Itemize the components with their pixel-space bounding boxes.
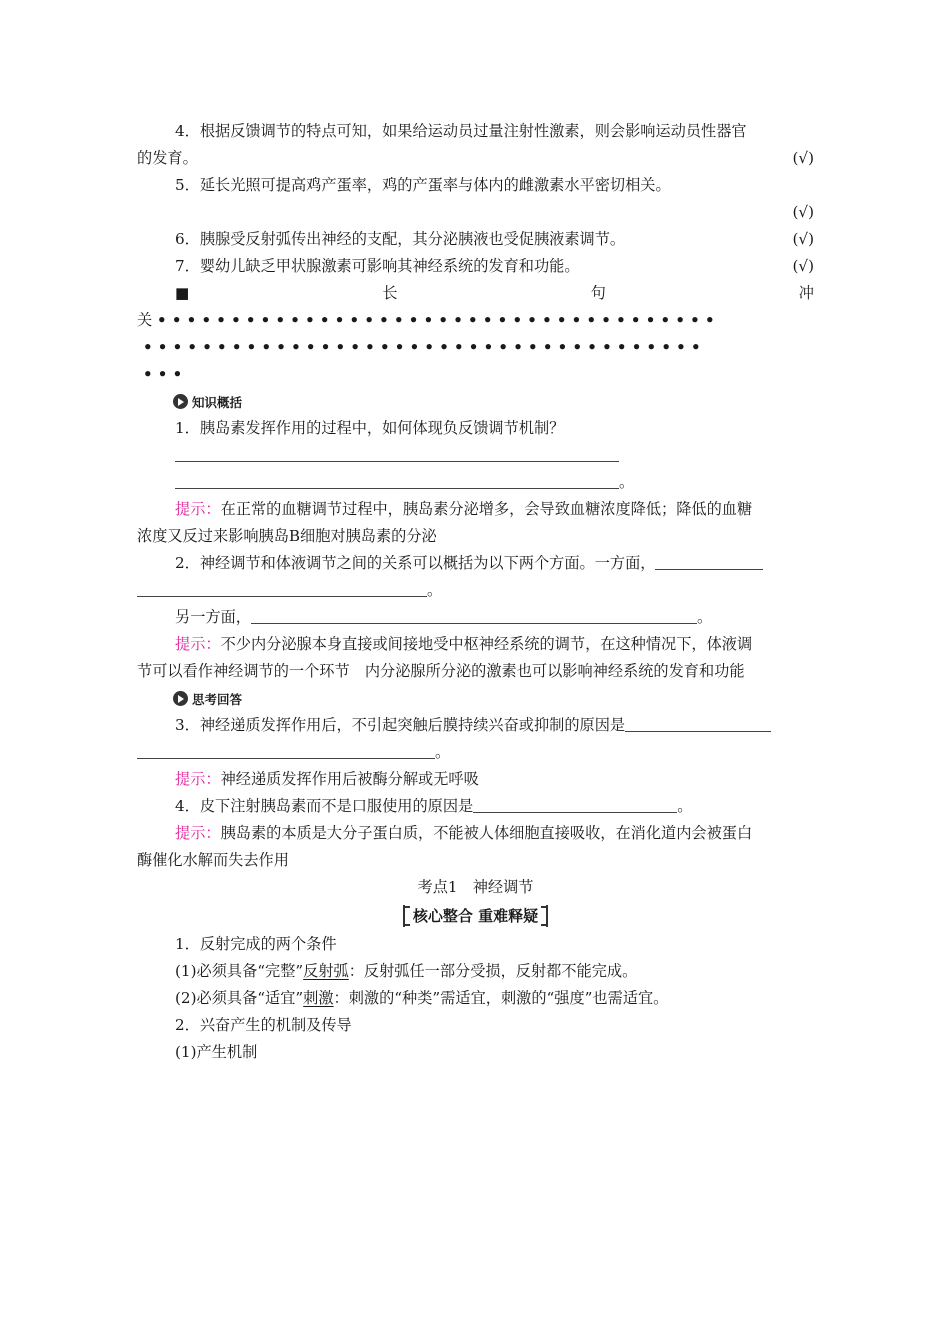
document-page (137, 118, 814, 1066)
section-title-dots-3: • • • (143, 365, 183, 383)
section-title-dots-2: • • • • • • • • • • • • • • • • • • • • • • • • • • • • • • • • • • • • • • (143, 338, 701, 356)
hint-4-line1: 提示：胰岛素的本质是大分子蛋白质，不能被人体细胞直接吸收，在消化道内会被蛋白 (175, 824, 753, 842)
judgment-4-line2: 的发育。 (√) (137, 145, 814, 172)
body-para-2: (1)必须具备“完整”反射弧：反射弧任一部分受损，反射都不能完成。 (175, 962, 638, 980)
hint-label: 提示： (175, 770, 221, 788)
body-para-1: 1．反射完成的两个条件 (175, 935, 337, 953)
hint-label: 提示： (175, 635, 221, 653)
answer-blank-3: 。 (137, 739, 814, 766)
knowledge-tag: 知识概括 (137, 388, 814, 415)
check-mark: (√) (792, 230, 814, 248)
answer-blank-1b: 。 (137, 469, 814, 496)
question-4: 4．皮下注射胰岛素而不是口服使用的原因是 。 (175, 797, 693, 815)
check-mark: (√) (792, 257, 814, 275)
thinking-tag: 思考回答 (137, 685, 814, 712)
question-3: 3．神经递质发挥作用后，不引起突触后膜持续兴奋或抑制的原因是 (137, 712, 814, 739)
hint-label: 提示： (175, 824, 221, 842)
hint-3: 提示：神经递质发挥作用后被酶分解或无呼吸 (175, 770, 479, 788)
check-mark: (√) (792, 149, 814, 167)
square-icon: ■ (175, 284, 190, 302)
judgment-5: 5．延长光照可提高鸡产蛋率，鸡的产蛋率与体内的雌激素水平密切相关。 (175, 176, 671, 194)
answer-blank-2a: 。 (137, 577, 814, 604)
hint-label: 提示： (175, 500, 221, 518)
judgment-4-line1: 4．根据反馈调节的特点可知，如果给运动员过量注射性激素，则会影响运动员性器官 (175, 122, 747, 140)
answer-blank-1a (137, 442, 814, 469)
question-1: 1．胰岛素发挥作用的过程中，如何体现负反馈调节机制？ (175, 419, 565, 437)
question-2: 2．神经调节和体液调节之间的关系可以概括为以下两个方面。一方面， (137, 550, 814, 577)
judgment-6: 6．胰腺受反射弧传出神经的支配，其分泌胰液也受促胰液素调节。 (√) (137, 226, 814, 253)
body-para-5: (1)产生机制 (175, 1043, 258, 1061)
hint-1-line1: 提示：在正常的血糖调节过程中，胰岛素分泌增多，会导致血糖浓度降低；降低的血糖 (175, 500, 753, 518)
answer-2b: 另一方面， 。 (175, 608, 713, 626)
hint-2-line1: 提示：不少内分泌腺本身直接或间接地受中枢神经系统的调节，在这种情况下，体液调 (175, 635, 753, 653)
hint-2-line2: 节可以看作神经调节的一个环节 内分泌腺所分泌的激素也可以影响神经系统的发育和功能 (137, 662, 745, 680)
body-para-3: (2)必须具备“适宜”刺激：刺激的“种类”需适宜，刺激的“强度”也需适宜。 (175, 989, 669, 1007)
judgment-5-mark-line (137, 199, 814, 226)
core-banner: 核心整合 重难释疑 (137, 901, 814, 931)
play-icon (173, 394, 188, 409)
play-icon (173, 691, 188, 706)
hint-1-line2: 浓度又反过来影响胰岛B细胞对胰岛素的分泌 (137, 527, 437, 545)
check-mark: (√) (792, 203, 814, 221)
judgment-7: 7．婴幼儿缺乏甲状腺激素可影响其神经系统的发育和功能。 (√) (137, 253, 814, 280)
section-title: ■ 长 句 冲 (137, 280, 814, 307)
body-para-4: 2．兴奋产生的机制及传导 (175, 1016, 352, 1034)
section-title-dots-1: 关 • • • • • • • • • • • • • • • • • • • • • • • • • • • • • • • • • • • • • • (137, 311, 715, 329)
hint-4-line2: 酶催化水解而失去作用 (137, 851, 289, 869)
section-heading: 考点1 神经调节 (417, 878, 534, 896)
